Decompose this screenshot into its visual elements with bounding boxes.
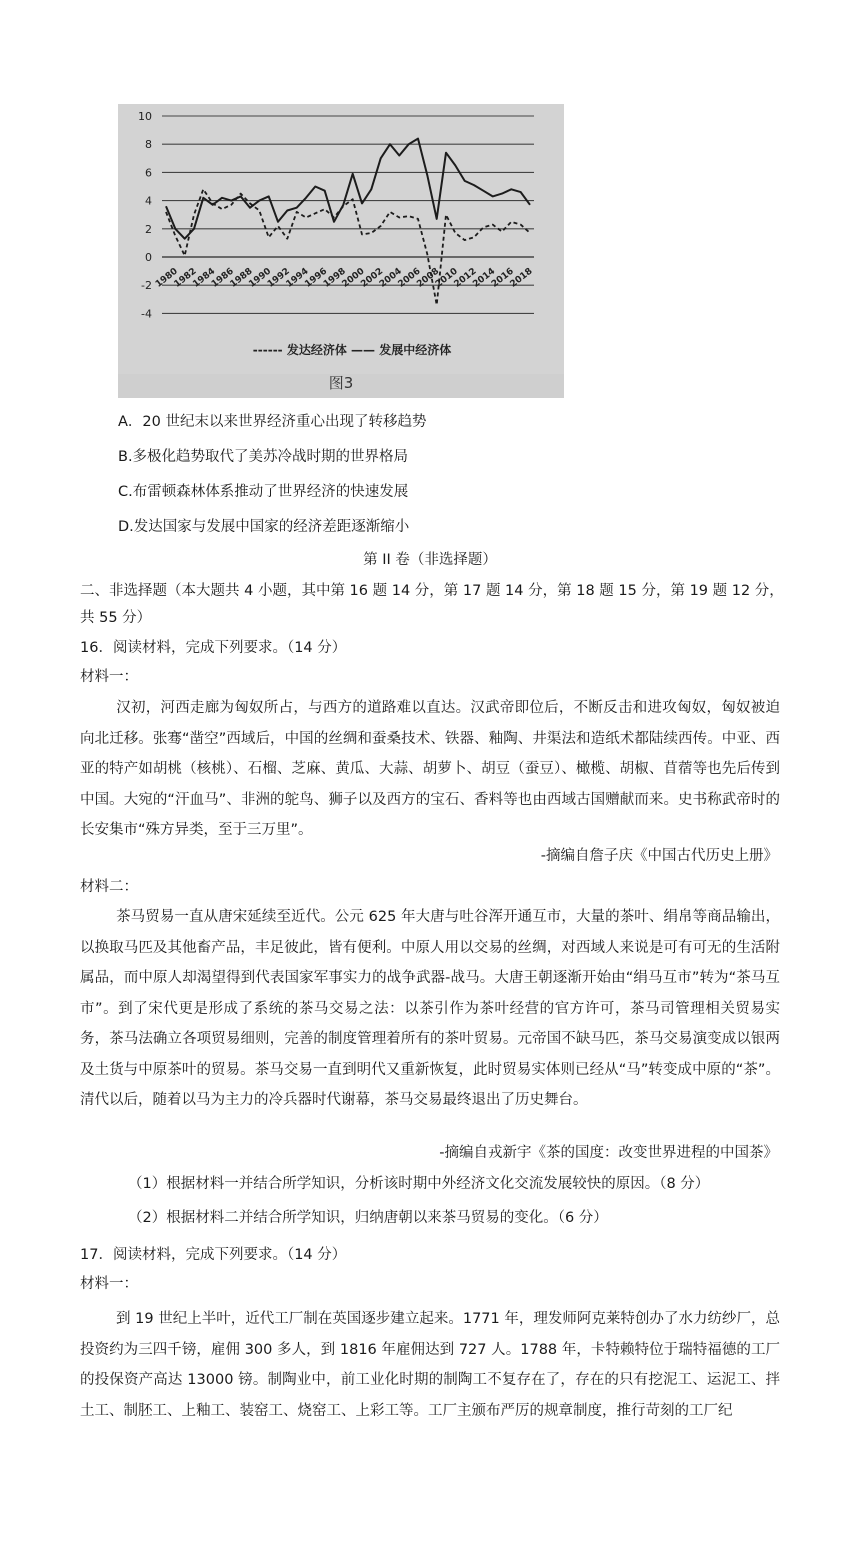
x-tick-label: 2008 — [415, 266, 442, 290]
section-intro-line2: 共 55 分） — [80, 610, 152, 626]
x-tick-label: 2012 — [452, 266, 479, 290]
q16-material2-source: -摘编自戎新宇《茶的国度：改变世界进程的中国茶》 — [439, 1145, 778, 1161]
y-tick-label: 8 — [145, 138, 152, 152]
q16-requirement-2: （2）根据材料二并结合所学知识，归纳唐朝以来茶马贸易的变化。（6 分） — [128, 1210, 608, 1226]
x-tick-label: 2018 — [508, 266, 535, 290]
q16-material1-source: -摘编自詹子庆《中国古代历史上册》 — [540, 848, 778, 864]
q17-material1-label: 材料一： — [80, 1276, 138, 1292]
x-tick-label: 2010 — [433, 266, 460, 290]
figure-caption: 图3 — [328, 374, 354, 392]
section-intro-line1: 二、非选择题（本大题共 4 小题，其中第 16 题 14 分，第 17 题 14 分，第 18 题 15 分，第 19 题 12 分， — [80, 583, 784, 599]
x-tick-label: 2000 — [340, 266, 367, 290]
question-16-title: 16．阅读材料，完成下列要求。（14 分） — [80, 640, 347, 656]
y-tick-label: 2 — [145, 222, 152, 236]
x-tick-label: 1990 — [247, 266, 274, 290]
x-tick-label: 2006 — [396, 266, 423, 290]
x-tick-label: 1996 — [303, 266, 330, 290]
x-tick-label: 1982 — [172, 266, 199, 290]
x-tick-label: 2016 — [489, 266, 516, 290]
option-d: D.发达国家与发展中国家的经济差距逐渐缩小 — [118, 519, 410, 535]
y-tick-label: -4 — [141, 307, 152, 321]
y-tick-label: 4 — [145, 194, 152, 208]
question-17-title: 17．阅读材料，完成下列要求。（14 分） — [80, 1247, 347, 1263]
section-title: 第 II 卷（非选择题） — [363, 552, 497, 568]
option-b: B.多极化趋势取代了美苏冷战时期的世界格局 — [118, 449, 409, 465]
x-tick-label: 2014 — [471, 266, 498, 290]
option-a: A．20 世纪末以来世界经济重心出现了转移趋势 — [118, 414, 427, 430]
q16-material1-text — [80, 693, 780, 846]
q16-requirement-1: （1）根据材料一并结合所学知识，分析该时期中外经济文化交流发展较快的原因。（8 分） — [128, 1176, 710, 1192]
q16-material2-text — [80, 902, 780, 1116]
x-tick-label: 1980 — [153, 266, 180, 290]
chart-legend: ------ 发达经济体 —— 发展中经济体 — [252, 343, 452, 357]
y-tick-label: 6 — [145, 166, 152, 180]
q17-material1-body: 到 19 世纪上半叶，近代工厂制在英国逐步建立起来。1771 年，理发师阿克莱特创办了水力纺纱厂，总投资约为三四千镑，雇佣 300 多人，到 1816 年雇佣达到 727 人。1788 年，卡特赖特位于瑞特福德的工厂的投保资产高达 13000 镑。制陶业中，前工业化时期的制陶工不复存在了，存在的只有挖泥工、运泥工、拌土工、制胚工、上釉工、装窑工、烧窑工、上彩工等。工厂主颁布严厉的规章制度，推行苛刻的工厂纪 — [80, 1311, 780, 1419]
x-tick-label: 1992 — [265, 266, 292, 290]
x-tick-label: 1986 — [209, 266, 236, 290]
x-tick-label: 2002 — [359, 266, 386, 290]
line-chart — [118, 104, 564, 398]
y-tick-label: -2 — [141, 279, 152, 293]
x-tick-label: 1988 — [228, 266, 255, 290]
q16-material2-body: 茶马贸易一直从唐宋延续至近代。公元 625 年大唐与吐谷浑开通互市，大量的茶叶、绢帛等商品输出，以换取马匹及其他畜产品，丰足彼此，皆有便利。中原人用以交易的丝绸，对西域人来说是可有可无的生活附属品，而中原人却渴望得到代表国家军事实力的战争武器-战马。大唐王朝逐渐开始由“绢马互市”转为“茶马互市”。到了宋代更是形成了系统的茶马交易之法：以茶引作为茶叶经营的官方许可，茶马司管理相关贸易实务，茶马法确立各项贸易细则，完善的制度管理着所有的茶叶贸易。元帝国不缺马匹，茶马交易演变成以银两及土货与中原茶叶的贸易。茶马交易一直到明代又重新恢复，此时贸易实体则已经从“马”转变成中原的“茶”。清代以后，随着以马为主力的冷兵器时代谢幕，茶马交易最终退出了历史舞台。 — [80, 909, 780, 1108]
x-tick-label: 1998 — [321, 266, 348, 290]
option-c: C.布雷顿森林体系推动了世界经济的快速发展 — [118, 484, 409, 500]
q16-material2-label: 材料二： — [80, 879, 138, 895]
x-tick-label: 1984 — [191, 266, 218, 290]
chart-figure — [118, 104, 564, 398]
y-tick-label: 0 — [145, 251, 152, 264]
q16-material1-body: 汉初，河西走廊为匈奴所占，与西方的道路难以直达。汉武帝即位后，不断反击和进攻匈奴，匈奴被迫向北迁移。张骞“凿空”西域后，中国的丝绸和蚕桑技术、铁器、釉陶、井渠法和造纸术都陆续西传。中亚、西亚的特产如胡桃（核桃）、石榴、芝麻、黄瓜、大蒜、胡萝卜、胡豆（蚕豆）、橄榄、胡椒、苜蓿等也先后传到中国。大宛的“汗血马”、非洲的鸵鸟、狮子以及西方的宝石、香料等也由西域古国赠献而来。史书称武帝时的长安集市“殊方异类，至于三万里”。 — [80, 700, 780, 838]
q16-material1-label: 材料一： — [80, 669, 138, 685]
x-tick-label: 1994 — [284, 266, 311, 290]
q17-material1-text — [80, 1304, 780, 1426]
x-tick-label: 2004 — [377, 266, 404, 290]
y-tick-label: 10 — [138, 110, 152, 123]
